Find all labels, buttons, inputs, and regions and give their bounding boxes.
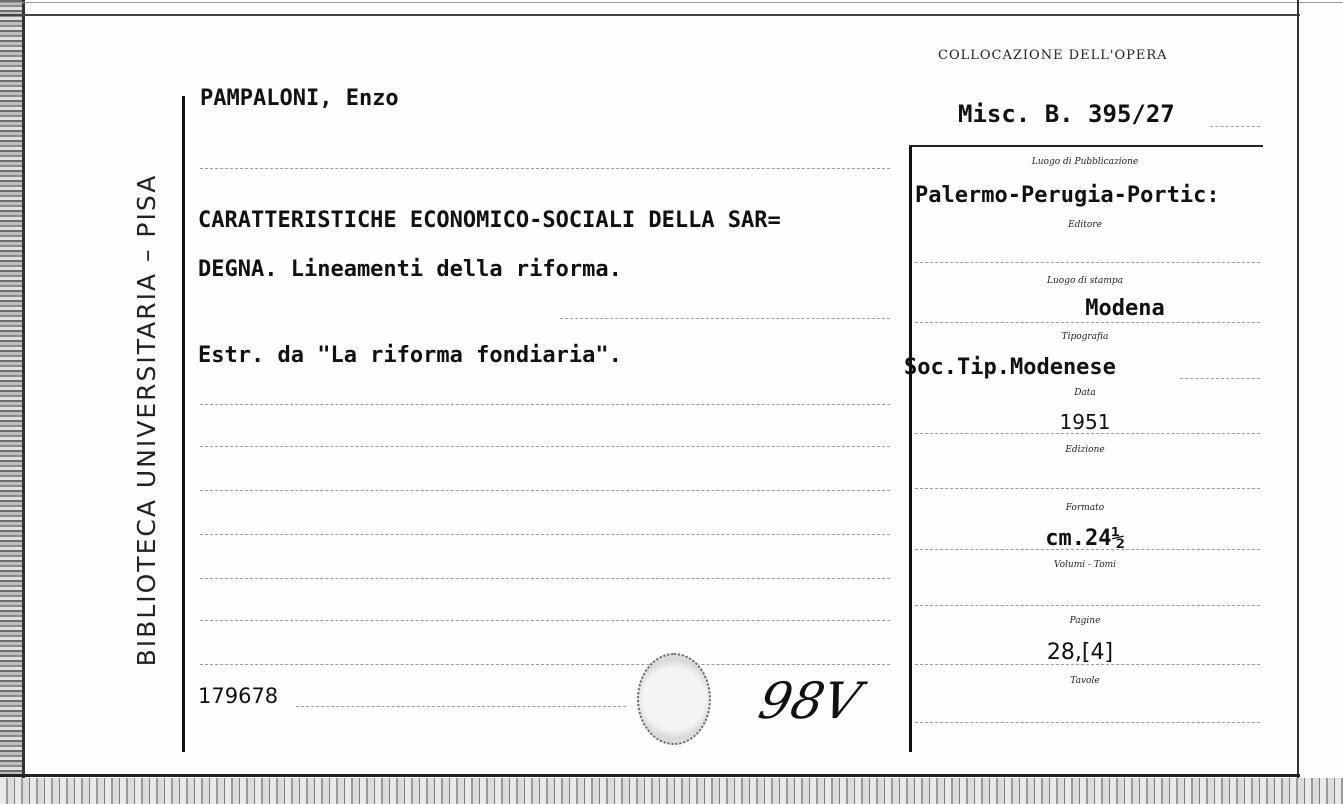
right-panel-top-rule [909, 145, 1263, 147]
title-line-2: DEGNA. Lineamenti della riforma. [198, 257, 622, 282]
formato-value: cm.24½ [1045, 526, 1125, 551]
tipografia-value: Soc.Tip.Modenese [904, 355, 1116, 380]
title-line-1: CARATTERISTICHE ECONOMICO-SOCIALI DELLA SAR= [198, 208, 781, 233]
inventory-rule [296, 706, 626, 708]
body-rule [200, 534, 890, 536]
luogo-stampa-value: Modena [1085, 296, 1165, 321]
data-label: Data [1074, 388, 1096, 398]
data-rule [915, 433, 1260, 435]
body-rule [200, 404, 890, 406]
card-left-border [22, 0, 25, 804]
body-rule [200, 664, 890, 666]
body-rule [560, 318, 890, 320]
luogo-stampa-rule [915, 322, 1260, 324]
editore-rule [915, 262, 1260, 264]
edizione-rule [915, 488, 1260, 490]
collocazione-rule [1210, 126, 1260, 128]
tipografia-rule [1180, 378, 1260, 380]
body-rule [200, 578, 890, 580]
luogo-pubblicazione-value: Palermo-Perugia-Portic: [915, 183, 1220, 208]
luogo-pubblicazione-label: Luogo di Pubblicazione [1031, 157, 1139, 167]
luogo-stampa-label: Luogo di stampa [1047, 276, 1123, 286]
pagine-label: Pagine [1069, 616, 1101, 626]
card-bottom-edge [0, 778, 1343, 804]
collocazione-heading: COLLOCAZIONE DELL'OPERA [938, 48, 1168, 63]
author-name: PAMPALONI, Enzo [200, 86, 399, 111]
data-value: 1951 [1059, 410, 1111, 434]
formato-label: Formato [1065, 503, 1105, 513]
collocazione-value: Misc. B. 395/27 [958, 100, 1175, 128]
card-top-edge [0, 2, 1343, 3]
left-margin-rule [182, 96, 185, 752]
editore-label: Editore [1068, 220, 1102, 230]
tavole-label: Tavole [1070, 676, 1100, 686]
right-panel-rule [909, 145, 912, 752]
body-rule [200, 446, 890, 448]
body-rule [200, 168, 890, 170]
pagine-value: 28,[4] [1046, 640, 1114, 665]
library-label: BIBLIOTECA UNIVERSITARIA – PISA [132, 173, 161, 667]
body-rule [200, 490, 890, 492]
card-bottom-border [0, 774, 1300, 777]
tipografia-label: Tipografia [1061, 332, 1109, 342]
card-right-border [1297, 0, 1299, 804]
pagine-rule [915, 664, 1260, 666]
volumi-label: Volumi - Tomi [1053, 560, 1117, 570]
formato-rule [915, 549, 1260, 551]
handwritten-mark: 98V [753, 672, 866, 730]
inventory-number: 179678 [198, 684, 279, 708]
volumi-rule [915, 605, 1260, 607]
edizione-label: Edizione [1065, 445, 1105, 455]
library-stamp [637, 653, 711, 745]
body-rule [200, 620, 890, 622]
card-left-edge [0, 0, 22, 804]
card-top-border [0, 14, 1300, 16]
source-note: Estr. da "La riforma fondiaria". [198, 343, 622, 368]
tavole-rule [915, 722, 1260, 724]
